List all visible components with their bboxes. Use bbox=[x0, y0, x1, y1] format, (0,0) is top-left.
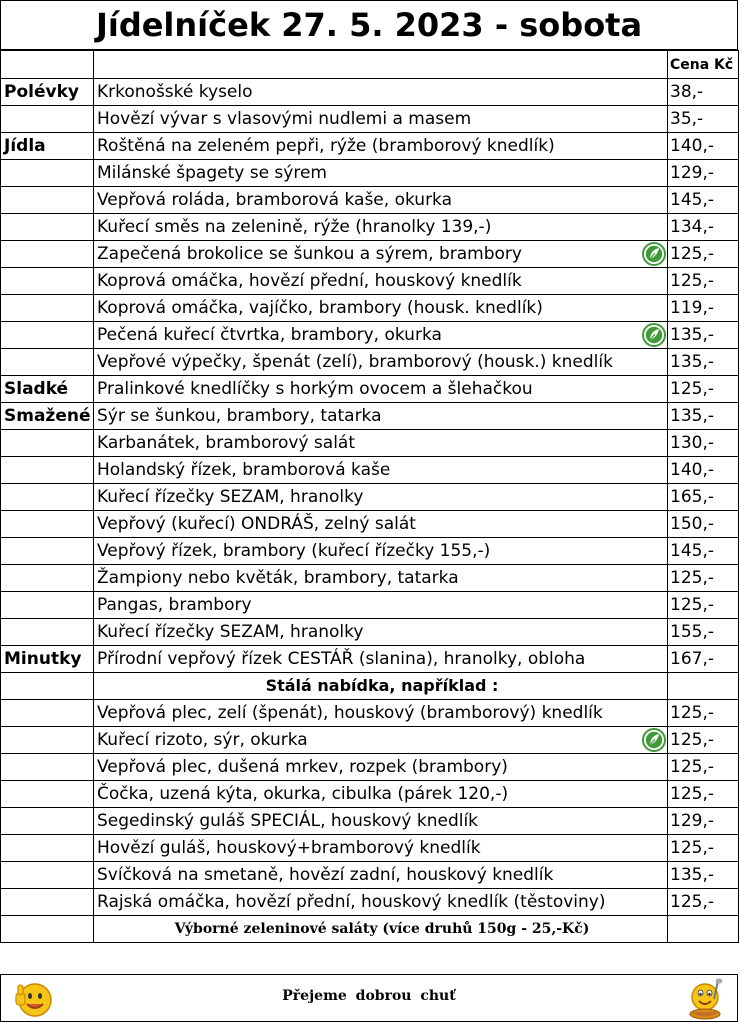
price-cell: 125,- bbox=[668, 835, 739, 862]
dish-name: Přírodní vepřový řízek CESTÁŘ (slanina), hranolky, obloha bbox=[97, 649, 586, 669]
vegetarian-leaf-icon bbox=[642, 323, 666, 347]
dish-cell bbox=[94, 565, 668, 592]
table-row bbox=[1, 79, 739, 106]
category-cell bbox=[1, 592, 94, 619]
price-cell: 145,- bbox=[668, 538, 739, 565]
category-cell bbox=[1, 889, 94, 916]
price-cell: 125,- bbox=[668, 727, 739, 754]
dish-name: Vepřová roláda, bramborová kaše, okurka bbox=[97, 190, 453, 210]
dish-cell bbox=[94, 430, 668, 457]
dish-name: Roštěná na zeleném pepři, rýže (bramborový knedlík) bbox=[97, 136, 555, 156]
dish-name: Segedinský guláš SPECIÁL, houskový knedlík bbox=[97, 811, 479, 831]
table-row bbox=[1, 619, 739, 646]
price-cell: 38,- bbox=[668, 79, 739, 106]
dish-name: Kuřecí řízečky SEZAM, hranolky bbox=[97, 622, 364, 642]
table-row bbox=[1, 862, 739, 889]
price-cell bbox=[668, 916, 739, 943]
price-cell: 125,- bbox=[668, 241, 739, 268]
table-row bbox=[1, 511, 739, 538]
dish-cell bbox=[94, 538, 668, 565]
price-cell: 129,- bbox=[668, 160, 739, 187]
category-cell bbox=[1, 808, 94, 835]
dish-name: Vepřový (kuřecí) ONDRÁŠ, zelný salát bbox=[97, 514, 416, 534]
table-row bbox=[1, 727, 739, 754]
dish-name: Kuřecí řízečky SEZAM, hranolky bbox=[97, 487, 364, 507]
vegetarian-leaf-icon bbox=[642, 728, 666, 752]
dish-cell bbox=[94, 133, 668, 160]
category-header-cell bbox=[1, 51, 94, 79]
price-cell: 135,- bbox=[668, 403, 739, 430]
price-cell: 125,- bbox=[668, 781, 739, 808]
dish-name: Koprová omáčka, vajíčko, brambory (housk. knedlík) bbox=[97, 298, 543, 318]
dish-name: Pangas, brambory bbox=[97, 595, 252, 615]
vegetarian-leaf-icon bbox=[642, 242, 666, 266]
category-cell bbox=[1, 727, 94, 754]
price-cell: 134,- bbox=[668, 214, 739, 241]
price-cell: 135,- bbox=[668, 322, 739, 349]
category-cell bbox=[1, 511, 94, 538]
table-row bbox=[1, 241, 739, 268]
dish-cell bbox=[94, 727, 668, 754]
table-row bbox=[1, 889, 739, 916]
dish-name: Milánské špagety se sýrem bbox=[97, 163, 327, 183]
category-cell bbox=[1, 619, 94, 646]
dish-cell bbox=[94, 106, 668, 133]
dish-cell bbox=[94, 457, 668, 484]
table-row bbox=[1, 754, 739, 781]
dish-cell bbox=[94, 619, 668, 646]
dish-cell bbox=[94, 673, 668, 700]
dish-name: Pečená kuřecí čtvrtka, brambory, okurka bbox=[97, 325, 442, 345]
table-row bbox=[1, 295, 739, 322]
dish-cell bbox=[94, 214, 668, 241]
dish-cell bbox=[94, 187, 668, 214]
table-row bbox=[1, 538, 739, 565]
price-cell: 135,- bbox=[668, 862, 739, 889]
dish-name: Vepřový řízek, brambory (kuřecí řízečky 155,-) bbox=[97, 541, 491, 561]
table-row bbox=[1, 700, 739, 727]
dish-cell bbox=[94, 646, 668, 673]
stala-nabidka-row bbox=[1, 673, 739, 700]
price-cell: 145,- bbox=[668, 187, 739, 214]
footer-wish: Přejeme dobrou chuť bbox=[282, 988, 456, 1004]
dish-cell bbox=[94, 79, 668, 106]
dish-name: Sýr se šunkou, brambory, tatarka bbox=[97, 406, 382, 426]
price-cell: 125,- bbox=[668, 376, 739, 403]
dish-cell bbox=[94, 160, 668, 187]
dish-name: Hovězí vývar s vlasovými nudlemi a masem bbox=[97, 109, 472, 129]
dish-cell bbox=[94, 322, 668, 349]
category-cell bbox=[1, 916, 94, 943]
category-cell bbox=[1, 268, 94, 295]
dish-name: Vepřová plec, dušená mrkev, rozpek (brambory) bbox=[97, 757, 508, 777]
table-row bbox=[1, 808, 739, 835]
category-cell bbox=[1, 484, 94, 511]
dish-cell bbox=[94, 511, 668, 538]
dish-cell bbox=[94, 268, 668, 295]
category-cell: Minutky bbox=[1, 646, 94, 673]
table-row bbox=[1, 133, 739, 160]
table-row bbox=[1, 835, 739, 862]
price-cell: 125,- bbox=[668, 754, 739, 781]
table-row bbox=[1, 214, 739, 241]
price-cell: 35,- bbox=[668, 106, 739, 133]
price-cell: 165,- bbox=[668, 484, 739, 511]
dish-cell bbox=[94, 862, 668, 889]
price-cell: 150,- bbox=[668, 511, 739, 538]
dish-name: Krkonošské kyselo bbox=[97, 82, 253, 102]
dish-name: Žampiony nebo květák, brambory, tatarka bbox=[97, 568, 459, 588]
category-cell bbox=[1, 430, 94, 457]
table-row bbox=[1, 592, 739, 619]
dish-cell bbox=[94, 889, 668, 916]
dish-cell bbox=[94, 295, 668, 322]
salad-note-row bbox=[1, 916, 739, 943]
dish-name: Pralinkové knedlíčky s horkým ovocem a šlehačkou bbox=[97, 379, 533, 399]
dish-cell bbox=[94, 781, 668, 808]
category-cell bbox=[1, 160, 94, 187]
category-cell: Sladké bbox=[1, 376, 94, 403]
category-cell bbox=[1, 538, 94, 565]
price-cell bbox=[668, 673, 739, 700]
price-cell: 125,- bbox=[668, 565, 739, 592]
category-cell bbox=[1, 295, 94, 322]
price-cell: 125,- bbox=[668, 592, 739, 619]
table-row bbox=[1, 646, 739, 673]
dish-name: Vepřová plec, zelí (špenát), houskový (bramborový) knedlík bbox=[97, 703, 603, 723]
dish-name: Svíčková na smetaně, hovězí zadní, houskový knedlík bbox=[97, 865, 554, 885]
dish-cell bbox=[94, 808, 668, 835]
dish-name: Stálá nabídka, například : bbox=[265, 676, 499, 695]
category-cell bbox=[1, 862, 94, 889]
dish-name: Vepřové výpečky, špenát (zelí), bramborový (housk.) knedlík bbox=[97, 352, 613, 372]
dish-cell bbox=[94, 241, 668, 268]
table-row bbox=[1, 781, 739, 808]
dish-name: Hovězí guláš, houskový+bramborový knedlík bbox=[97, 838, 481, 858]
price-header: Cena Kč bbox=[668, 51, 739, 79]
price-cell: 130,- bbox=[668, 430, 739, 457]
dish-cell bbox=[94, 592, 668, 619]
category-cell bbox=[1, 349, 94, 376]
dish-name: Kuřecí směs na zelenině, rýže (hranolky 139,-) bbox=[97, 217, 492, 237]
price-cell: 125,- bbox=[668, 268, 739, 295]
footer bbox=[0, 974, 738, 1022]
table-row bbox=[1, 187, 739, 214]
category-cell bbox=[1, 673, 94, 700]
dish-name: Čočka, uzená kýta, okurka, cibulka (párek 120,-) bbox=[97, 784, 509, 804]
dish-cell bbox=[94, 916, 668, 943]
price-cell: 129,- bbox=[668, 808, 739, 835]
dish-cell bbox=[94, 835, 668, 862]
table-row bbox=[1, 457, 739, 484]
table-row bbox=[1, 376, 739, 403]
chef-smiley-icon bbox=[685, 977, 727, 1021]
price-cell: 155,- bbox=[668, 619, 739, 646]
price-cell: 125,- bbox=[668, 700, 739, 727]
table-row bbox=[1, 403, 739, 430]
price-cell: 140,- bbox=[668, 457, 739, 484]
dish-cell bbox=[94, 700, 668, 727]
table-row bbox=[1, 160, 739, 187]
category-cell bbox=[1, 700, 94, 727]
table-row bbox=[1, 430, 739, 457]
category-cell bbox=[1, 214, 94, 241]
category-cell: Smažené bbox=[1, 403, 94, 430]
table-row bbox=[1, 484, 739, 511]
category-cell bbox=[1, 835, 94, 862]
dish-name: Holandský řízek, bramborová kaše bbox=[97, 460, 391, 480]
table-row bbox=[1, 322, 739, 349]
table-header-row bbox=[1, 51, 739, 79]
dish-name: Koprová omáčka, hovězí přední, houskový knedlík bbox=[97, 271, 522, 291]
table-row bbox=[1, 565, 739, 592]
category-cell bbox=[1, 754, 94, 781]
category-cell bbox=[1, 322, 94, 349]
table-row bbox=[1, 106, 739, 133]
table-row bbox=[1, 268, 739, 295]
dish-name: Kuřecí rizoto, sýr, okurka bbox=[97, 730, 308, 750]
category-cell bbox=[1, 781, 94, 808]
menu-table bbox=[0, 50, 739, 943]
dish-cell bbox=[94, 484, 668, 511]
price-cell: 167,- bbox=[668, 646, 739, 673]
price-cell: 140,- bbox=[668, 133, 739, 160]
dish-name: Výborné zeleninové saláty (více druhů 150g - 25,-Kč) bbox=[174, 921, 590, 937]
price-cell: 125,- bbox=[668, 889, 739, 916]
category-cell: Polévky bbox=[1, 79, 94, 106]
dish-cell bbox=[94, 403, 668, 430]
dish-name: Rajská omáčka, hovězí přední, houskový knedlík (těstoviny) bbox=[97, 892, 606, 912]
price-cell: 119,- bbox=[668, 295, 739, 322]
table-row bbox=[1, 349, 739, 376]
category-cell bbox=[1, 187, 94, 214]
dish-cell bbox=[94, 349, 668, 376]
dish-header-cell bbox=[94, 51, 668, 79]
dish-name: Karbanátek, bramborový salát bbox=[97, 433, 356, 453]
category-cell: Jídla bbox=[1, 133, 94, 160]
category-cell bbox=[1, 106, 94, 133]
category-cell bbox=[1, 565, 94, 592]
price-cell: 135,- bbox=[668, 349, 739, 376]
dish-name: Zapečená brokolice se šunkou a sýrem, brambory bbox=[97, 244, 522, 264]
dish-cell bbox=[94, 376, 668, 403]
category-cell bbox=[1, 457, 94, 484]
dish-cell bbox=[94, 754, 668, 781]
page-title: Jídelníček 27. 5. 2023 - sobota bbox=[0, 0, 738, 50]
category-cell bbox=[1, 241, 94, 268]
